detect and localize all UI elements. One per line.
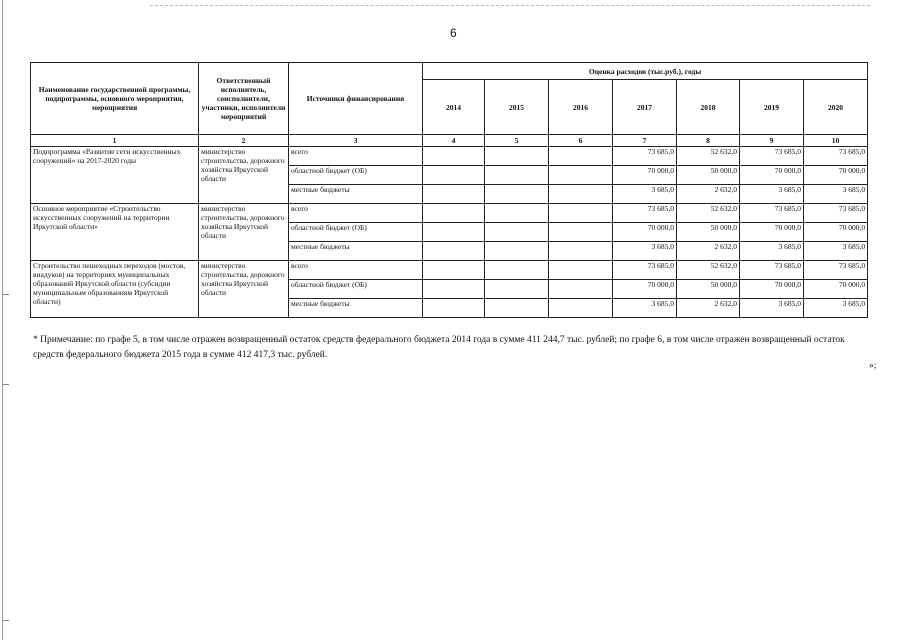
amount-cell: 73 685,0 [804, 147, 868, 166]
amount-cell [549, 185, 613, 204]
amount-cell: 3 685,0 [613, 299, 677, 318]
funding-source: местные бюджеты [289, 185, 423, 204]
funding-source: местные бюджеты [289, 242, 423, 261]
amount-cell [485, 166, 549, 185]
header-executor: Ответственный исполнитель, соисполнители, участники, исполнители мероприятий [199, 63, 289, 135]
amount-cell [485, 261, 549, 280]
amount-cell: 70 000,0 [613, 223, 677, 242]
amount-cell: 73 685,0 [804, 261, 868, 280]
amount-cell: 73 685,0 [740, 147, 804, 166]
amount-cell: 50 000,0 [677, 280, 740, 299]
table-row [31, 204, 868, 223]
column-number: 9 [740, 135, 804, 147]
amount-cell [423, 204, 485, 223]
amount-cell: 50 000,0 [677, 166, 740, 185]
amount-cell [485, 299, 549, 318]
scan-left-edge [2, 0, 3, 640]
amount-cell: 2 632,0 [677, 185, 740, 204]
amount-cell: 73 685,0 [613, 147, 677, 166]
measure-name: Подпрограмма «Развитие сети искусственных сооружений» на 2017-2020 годы [31, 147, 199, 204]
measure-executor: министерство строительства, дорожного хозяйства Иркутской области [199, 261, 289, 318]
amount-cell: 70 000,0 [740, 280, 804, 299]
amount-cell [423, 166, 485, 185]
measure-name: Основное мероприятие «Строительство искусственных сооружений на территории Иркутской области» [31, 204, 199, 261]
scan-margin-mark [3, 294, 9, 295]
header-year: 2018 [677, 80, 740, 135]
footnote: * Примечание: по графе 5, в том числе отражен возвращенный остаток средств федерального бюджета 2014 года в сумме 411 244,7 тыс. рублей; по графе 6, в том числе отражен возвращенный остаток средств федерального бюджета 2015 года в сумме 412 417,3 тыс. рублей. [33, 335, 845, 360]
measure-executor: министерство строительства, дорожного хозяйства Иркутской области [199, 204, 289, 261]
table-row [31, 261, 868, 280]
amount-cell: 73 685,0 [804, 204, 868, 223]
column-number: 2 [199, 135, 289, 147]
amount-cell: 70 000,0 [804, 166, 868, 185]
amount-cell [549, 204, 613, 223]
amount-cell: 3 685,0 [740, 299, 804, 318]
amount-cell: 3 685,0 [804, 242, 868, 261]
amount-cell: 50 000,0 [677, 223, 740, 242]
header-name: Наименование государственной программы, подпрограммы, основного мероприятия, мероприятия [31, 63, 199, 135]
amount-cell [549, 223, 613, 242]
amount-cell [423, 242, 485, 261]
amount-cell: 70 000,0 [740, 223, 804, 242]
amount-cell [485, 204, 549, 223]
scan-top-edge [150, 5, 870, 6]
measure-executor: министерство строительства, дорожного хозяйства Иркутской области [199, 147, 289, 204]
amount-cell [485, 147, 549, 166]
amount-cell [485, 223, 549, 242]
amount-cell: 3 685,0 [804, 185, 868, 204]
amount-cell [549, 280, 613, 299]
amount-cell: 73 685,0 [613, 204, 677, 223]
table-row [31, 147, 868, 166]
amount-cell: 3 685,0 [804, 299, 868, 318]
header-year: 2017 [613, 80, 677, 135]
header-year: 2015 [485, 80, 549, 135]
budget-table [30, 62, 868, 318]
amount-cell [423, 147, 485, 166]
amount-cell: 3 685,0 [613, 185, 677, 204]
column-number: 10 [804, 135, 868, 147]
funding-source: всего [289, 147, 423, 166]
amount-cell: 70 000,0 [740, 166, 804, 185]
column-number: 4 [423, 135, 485, 147]
amount-cell: 3 685,0 [740, 185, 804, 204]
scan-margin-mark [3, 620, 9, 621]
amount-cell [549, 299, 613, 318]
funding-source: областной бюджет (ОБ) [289, 166, 423, 185]
header-year: 2020 [804, 80, 868, 135]
amount-cell: 3 685,0 [613, 242, 677, 261]
scan-margin-mark [3, 384, 9, 385]
amount-cell [549, 242, 613, 261]
table-body [31, 147, 868, 318]
amount-cell: 73 685,0 [740, 204, 804, 223]
closing-quote-mark: »; [869, 361, 877, 371]
header-year: 2014 [423, 80, 485, 135]
column-number: 5 [485, 135, 549, 147]
header-estimate: Оценка расходов (тыс.руб.), годы [423, 63, 868, 80]
column-number: 6 [549, 135, 613, 147]
amount-cell: 70 000,0 [804, 223, 868, 242]
amount-cell [549, 166, 613, 185]
header-year: 2016 [549, 80, 613, 135]
amount-cell: 2 632,0 [677, 299, 740, 318]
amount-cell: 52 632,0 [677, 147, 740, 166]
amount-cell: 70 000,0 [613, 166, 677, 185]
amount-cell: 3 685,0 [740, 242, 804, 261]
amount-cell: 70 000,0 [804, 280, 868, 299]
amount-cell [423, 185, 485, 204]
amount-cell: 52 632,0 [677, 204, 740, 223]
funding-source: всего [289, 204, 423, 223]
amount-cell [485, 280, 549, 299]
amount-cell [423, 261, 485, 280]
column-number: 7 [613, 135, 677, 147]
header-source: Источники финансирования [289, 63, 423, 135]
funding-source: всего [289, 261, 423, 280]
column-number: 1 [31, 135, 199, 147]
amount-cell [549, 147, 613, 166]
amount-cell: 73 685,0 [613, 261, 677, 280]
header-year: 2019 [740, 80, 804, 135]
amount-cell: 52 632,0 [677, 261, 740, 280]
amount-cell: 2 632,0 [677, 242, 740, 261]
amount-cell [423, 299, 485, 318]
column-number: 8 [677, 135, 740, 147]
funding-source: местные бюджеты [289, 299, 423, 318]
column-number: 3 [289, 135, 423, 147]
amount-cell [423, 223, 485, 242]
amount-cell [485, 242, 549, 261]
amount-cell [423, 280, 485, 299]
amount-cell [549, 261, 613, 280]
page-number: 6 [450, 26, 457, 40]
measure-name: Строительство пешеходных переходов (мостов, виадуков) на территориях муниципальных образований Иркутской области (субсидии муниципальным образованиям Иркутской области) [31, 261, 199, 318]
funding-source: областной бюджет (ОБ) [289, 223, 423, 242]
funding-source: областной бюджет (ОБ) [289, 280, 423, 299]
amount-cell [485, 185, 549, 204]
amount-cell: 70 000,0 [613, 280, 677, 299]
amount-cell: 73 685,0 [740, 261, 804, 280]
